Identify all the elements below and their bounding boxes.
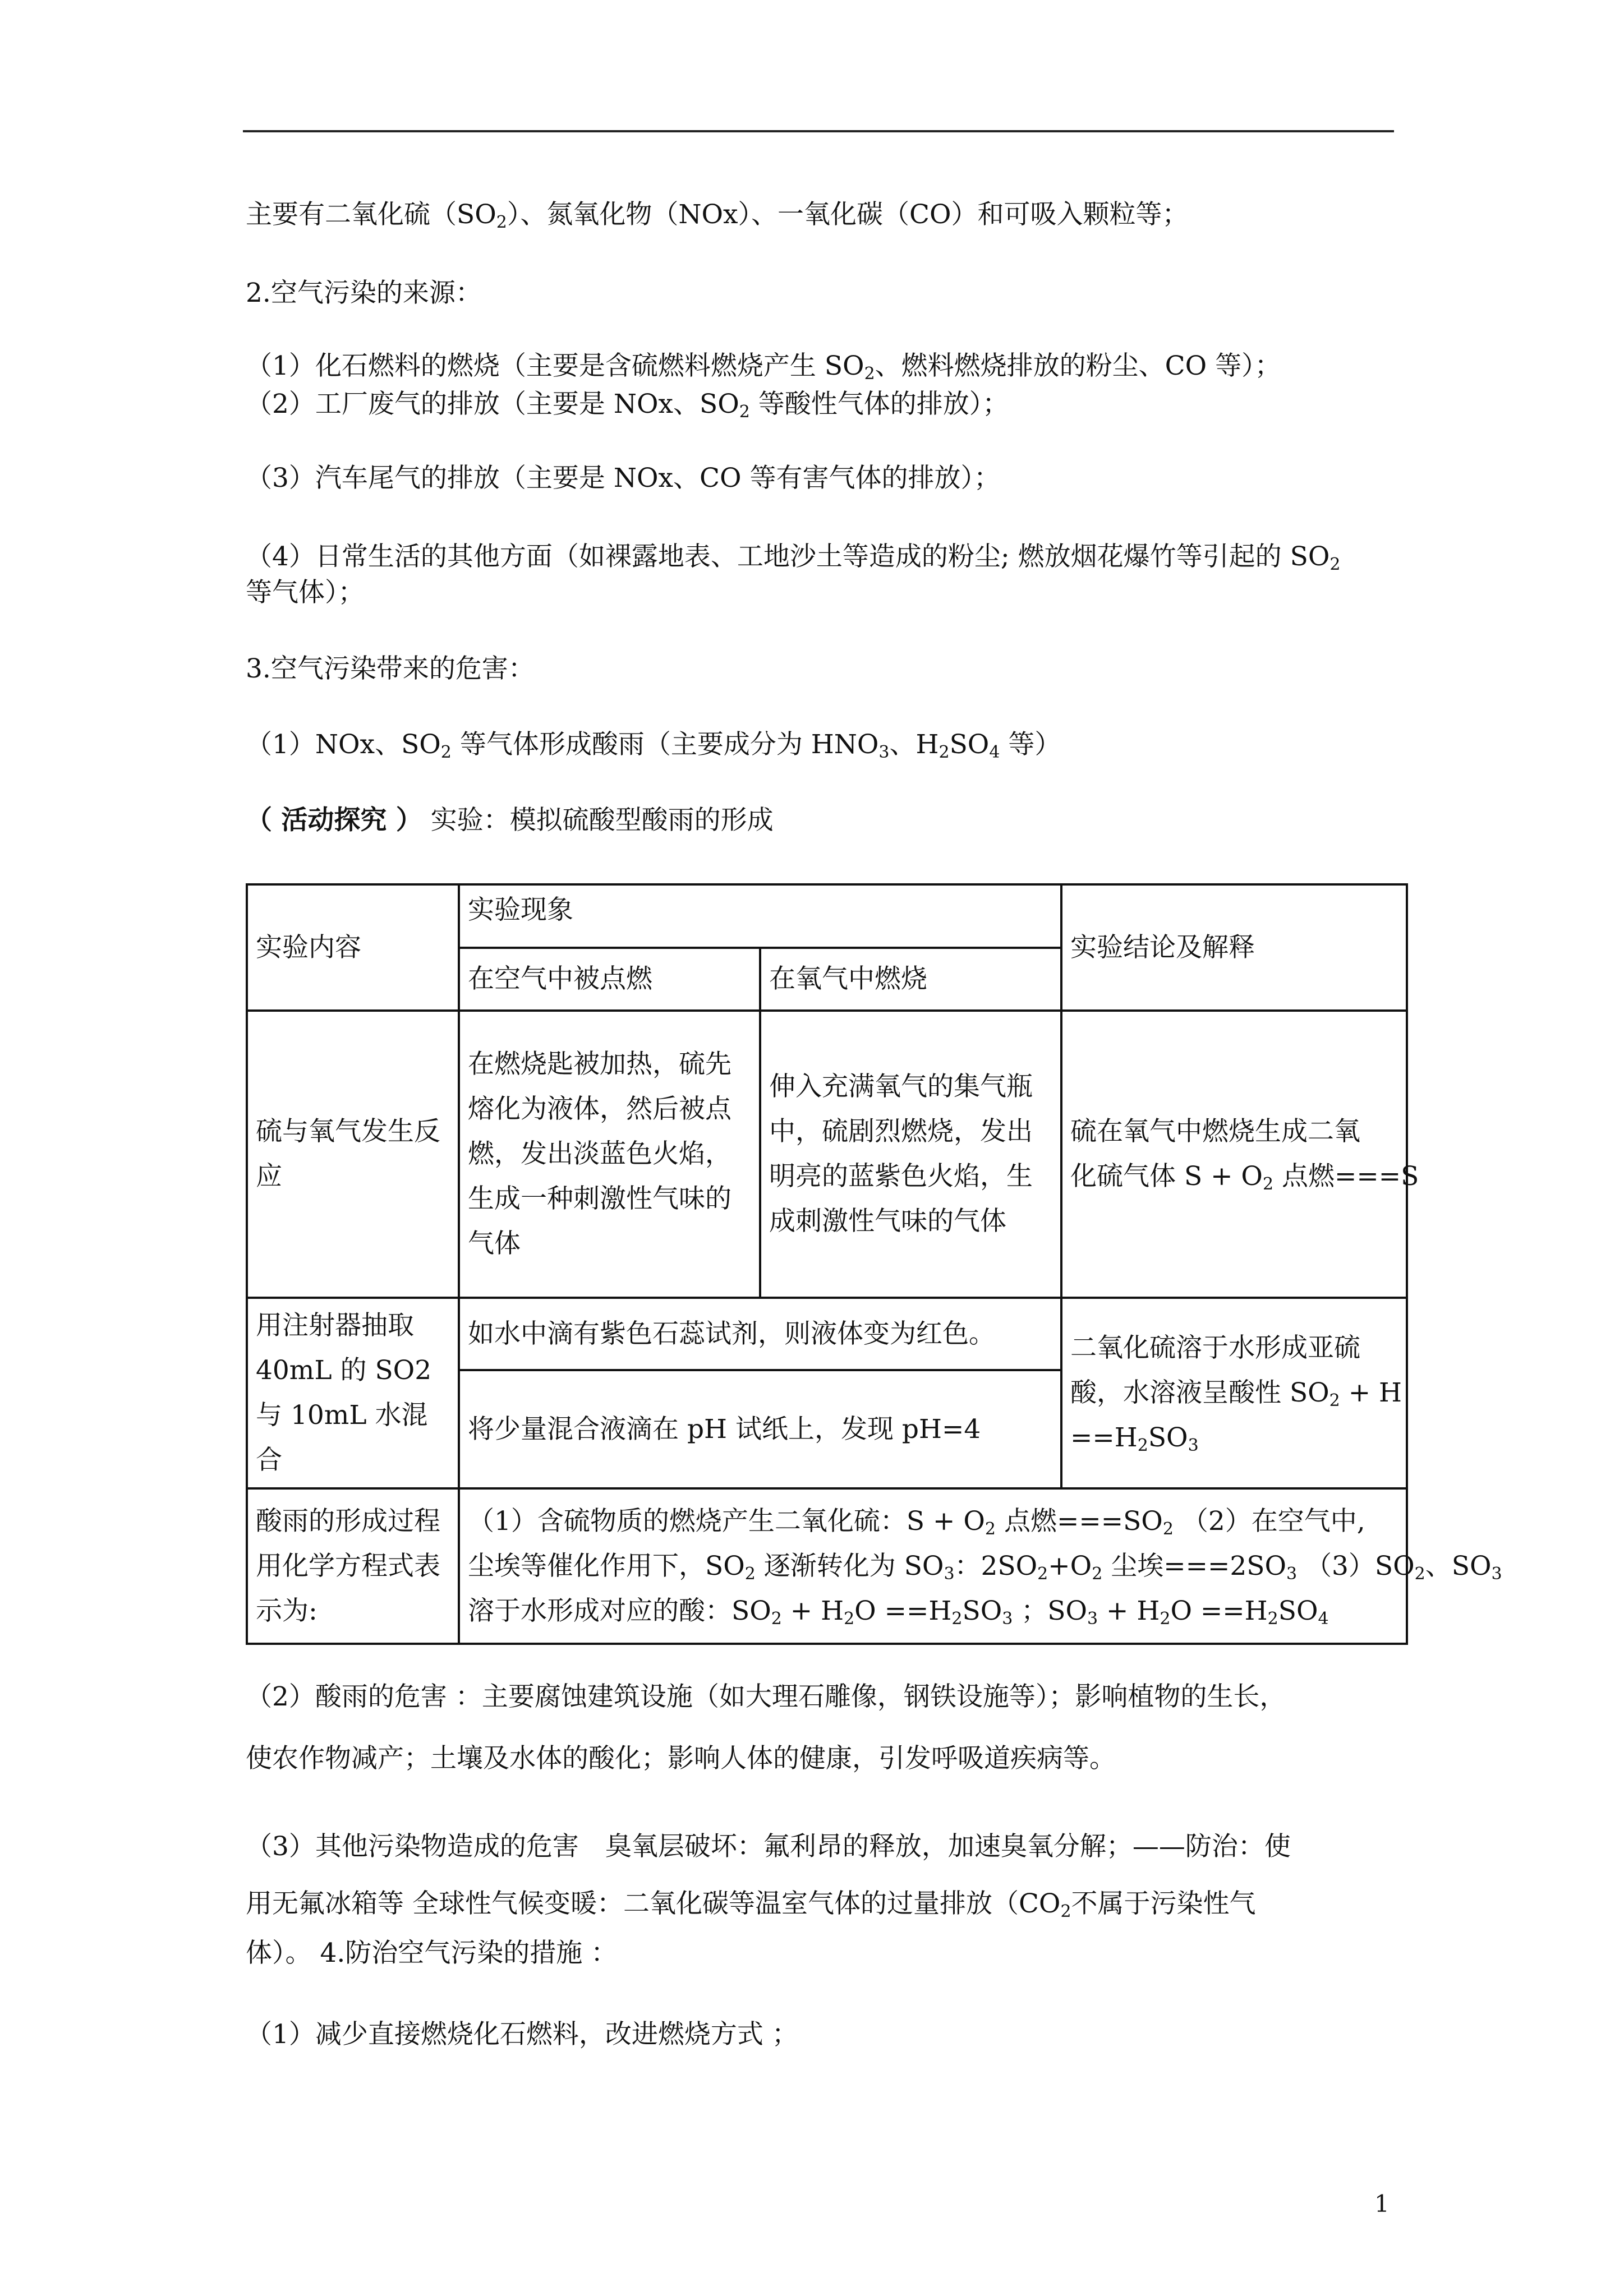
row1-conclusion: 硫在氧气中燃烧生成二氧 化硫气体 $S + O_2$ 点燃===S [1061, 1011, 1407, 1298]
other-harm-line-2: 用无氟冰箱等 全球性气候变暖：二氧化碳等温室气体的过量排放（$CO_2$不属于污染性气 [246, 1888, 1256, 1921]
row2-content: 用注射器抽取 40mL 的 SO2 与 10mL 水混合 [247, 1298, 459, 1488]
harm-item-1: （1）NOx、$SO_2$ 等气体形成酸雨（主要成分为 $HNO_3$、$H_2SO_4$ 等） [246, 729, 1061, 762]
row2-conclusion: 二氧化硫溶于水形成亚硫 酸，水溶液呈酸性 $SO_2 + H$ $==H_2SO_3$ [1061, 1298, 1407, 1488]
row1-in-air: 在燃烧匙被加热，硫先熔化为液体，然后被点燃，发出淡蓝色火焰，生成一种刺激性气味的气体 [459, 1011, 760, 1298]
source-item-1: （1）化石燃料的燃烧（主要是含硫燃料燃烧产生 $SO_2$、燃料燃烧排放的粉尘、CO 等）； [246, 351, 1281, 384]
header-in-air: 在空气中被点燃 [459, 948, 760, 1011]
header-phenomenon: 实验现象 [459, 884, 1061, 948]
source-item-4: （4）日常生活的其他方面（如裸露地表、工地沙土等造成的粉尘; 燃放烟花爆竹等引起的 $SO_2$ [246, 541, 1341, 574]
row3-equations: （1）含硫物质的燃烧产生二氧化硫：$S + O_2$ 点燃$===SO_2$ （2）在空气中, 尘埃等催化作用下，$SO_2$ 逐渐转化为 $SO_3$：$2SO_2+O_2$ 尘埃$===2SO_3$ $(3)SO_2$、$SO_3$ 溶于水形成对应的酸：$SO_2 + H_2O ==H_2SO_3$ ；$SO_3 + H_2O ==H_2SO_4$ [459, 1488, 1407, 1644]
header-rule [243, 130, 1394, 132]
row2-observation-1: 如水中滴有紫色石蕊试剂，则液体变为红色。 [459, 1298, 1061, 1370]
row2-observation-2: 将少量混合液滴在 pH 试纸上，发现 pH=4 [459, 1370, 1061, 1489]
measure-item-1: （1）减少直接燃烧化石燃料，改进燃烧方式 ； [246, 2019, 798, 2050]
acid-rain-harm-line-2: 使农作物减产；土壤及水体的酸化；影响人体的健康，引发呼吸道疾病等。 [246, 1743, 1116, 1774]
other-harm-line-3: 体）。 4.防治空气污染的措施 ： [246, 1938, 618, 1968]
row3-content: 酸雨的形成过程用化学方程式表示为: [247, 1488, 459, 1644]
source-item-3: （3）汽车尾气的排放（主要是 NOx、CO 等有害气体的排放）； [246, 463, 1000, 494]
page-number: 1 [1374, 2190, 1390, 2217]
header-content: 实验内容 [247, 884, 459, 1011]
other-harm-line-1: （3）其他污染物造成的危害 臭氧层破坏：氟利昂的释放，加速臭氧分解；——防治：使 [246, 1831, 1291, 1862]
source-item-2: （2）工厂废气的排放（主要是 NOx、$SO_2$ 等酸性气体的排放）； [246, 389, 1009, 422]
source-item-4-cont: 等气体）； [246, 577, 365, 608]
experiment-table [246, 883, 1502, 1645]
activity-heading: （ 活动探究 ） 实验：模拟硫酸型酸雨的形成 [246, 805, 774, 836]
pollutants-line: 主要有二氧化硫$(SO_2)$、氮氧化物（NOx）、一氧化碳（CO）和可吸入颗粒等； [246, 199, 1189, 232]
section-2-heading: 2.空气污染的来源： [246, 278, 482, 308]
section-3-heading: 3.空气污染带来的危害： [246, 653, 535, 684]
header-in-oxygen: 在氧气中燃烧 [760, 948, 1061, 1011]
acid-rain-harm-line-1: （2）酸雨的危害 ：主要腐蚀建筑设施（如大理石雕像，钢铁设施等）；影响植物的生长， [246, 1681, 1286, 1712]
header-conclusion: 实验结论及解释 [1061, 884, 1407, 1011]
row1-in-oxygen: 伸入充满氧气的集气瓶中，硫剧烈燃烧，发出明亮的蓝紫色火焰，生成刺激性气味的气体 [760, 1011, 1061, 1298]
row1-content: 硫与氧气发生反应 [247, 1011, 459, 1298]
